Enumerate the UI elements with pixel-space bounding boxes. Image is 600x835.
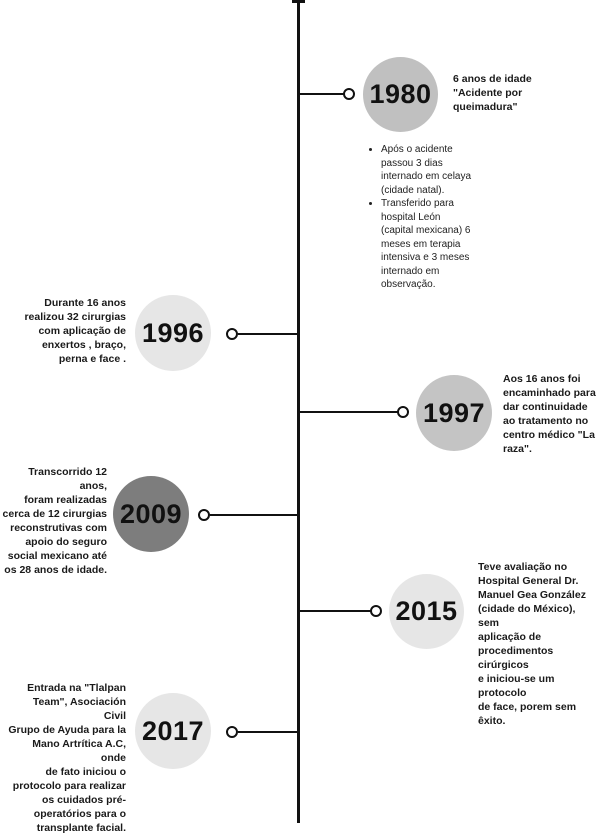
- year-label: 2015: [395, 596, 458, 626]
- bullet-line: internado em celaya: [381, 171, 472, 182]
- event-line: Hospital General Dr.: [478, 575, 579, 587]
- bullet-line: passou 3 dias: [381, 157, 443, 169]
- event-line: foram realizadas: [24, 494, 107, 506]
- bullet-line: intensiva e 3 meses: [381, 252, 470, 263]
- event-text-1996: [20, 296, 126, 366]
- event-line: de face, porem sem êxito.: [478, 701, 577, 727]
- event-line: aplicação de: [478, 631, 542, 643]
- connector-2015: [299, 610, 371, 612]
- year-label: 1996: [141, 317, 205, 348]
- event-line: raza".: [503, 443, 532, 455]
- event-line: os 28 anos de idade.: [4, 564, 107, 576]
- bullet-line: • Transferido para: [381, 198, 454, 209]
- event-line: centro médico "La: [503, 429, 595, 441]
- node-1996: [226, 328, 238, 340]
- node-2017: [226, 726, 238, 738]
- event-line: operatórios para o: [33, 808, 126, 820]
- year-circle-2009: [113, 476, 189, 552]
- bullet-line: (capital mexicana) 6: [381, 225, 471, 236]
- node-2009: [198, 509, 210, 521]
- connector-2009: [210, 514, 298, 516]
- event-line: transplante facial.: [36, 822, 126, 834]
- event-line: Teve avaliação no: [478, 561, 568, 573]
- event-line: Team", Asociación Civil: [32, 696, 126, 722]
- event-line: dar continuidade: [503, 401, 588, 413]
- bullet-item: [381, 197, 521, 292]
- year-label: 2009: [119, 498, 183, 529]
- year-label: 1997: [422, 397, 486, 428]
- event-line: (cidade do México), sem: [478, 603, 576, 629]
- year-label: 2017: [141, 715, 205, 746]
- event-line: procedimentos cirúrgicos: [478, 645, 554, 671]
- connector-1980: [299, 93, 345, 95]
- event-line: enxertos , braço,: [41, 339, 126, 351]
- event-line: social mexicano até: [7, 550, 107, 562]
- year-circle-1997: [416, 375, 492, 451]
- event-line: Manuel Gea González: [478, 589, 586, 601]
- event-text-2017: [8, 681, 126, 835]
- bullet-item: [381, 143, 521, 197]
- event-line: com aplicação de: [38, 325, 126, 337]
- event-line: e iniciou-se um protocolo: [478, 673, 555, 699]
- event-line: Aos 16 anos foi: [503, 373, 581, 385]
- event-line: ao tratamento no: [503, 415, 589, 427]
- bullet-line: observação.: [381, 279, 436, 290]
- year-circle-2017: [135, 693, 211, 769]
- timeline-axis-top-tick: [292, 0, 305, 3]
- bullet-line: • Após o acidente: [381, 144, 453, 155]
- event-text-1980: [453, 72, 593, 114]
- event-line: os cuidados pré-: [41, 794, 126, 806]
- connector-1996: [238, 333, 298, 335]
- bullet-line: hospital León: [381, 211, 441, 223]
- year-circle-1996: [135, 295, 211, 371]
- event-line: Grupo de Ayuda para la: [8, 724, 126, 736]
- node-2015: [370, 605, 382, 617]
- event-text-2015: [478, 560, 598, 728]
- event-line: Durante 16 anos: [44, 297, 126, 309]
- event-text-2009: [0, 465, 107, 577]
- event-line: Transcorrido 12 anos,: [28, 466, 107, 492]
- connector-2017: [238, 731, 298, 733]
- event-line: reconstrutivas com: [10, 522, 107, 534]
- bullet-line: meses em terapia: [381, 238, 461, 250]
- connector-1997: [299, 411, 398, 413]
- event-bullets-1980: [367, 143, 521, 292]
- event-line: 6 anos de idade: [453, 73, 532, 85]
- bullet-line: (cidade natal).: [381, 184, 445, 196]
- year-label: 1980: [369, 79, 432, 109]
- year-circle-2015: [389, 574, 464, 649]
- event-text-1997: [503, 372, 598, 456]
- event-line: "Acidente por: [453, 87, 523, 99]
- year-circle-1980: [363, 57, 438, 132]
- bullet-line: internado em: [381, 265, 440, 277]
- event-line: cerca de 12 cirurgias: [2, 508, 107, 520]
- event-line: realizou 32 cirurgias: [24, 311, 126, 323]
- node-1980: [343, 88, 355, 100]
- event-line: Mano Artrítica A.C, onde: [32, 738, 126, 764]
- node-1997: [397, 406, 409, 418]
- event-line: encaminhado para: [503, 387, 596, 399]
- event-line: queimadura": [453, 101, 518, 113]
- event-line: protocolo para realizar: [12, 780, 126, 792]
- event-line: de fato iniciou o: [45, 766, 126, 778]
- event-line: apoio do seguro: [25, 536, 107, 548]
- event-line: perna e face .: [58, 353, 126, 365]
- event-line: Entrada na "Tlalpan: [27, 682, 126, 694]
